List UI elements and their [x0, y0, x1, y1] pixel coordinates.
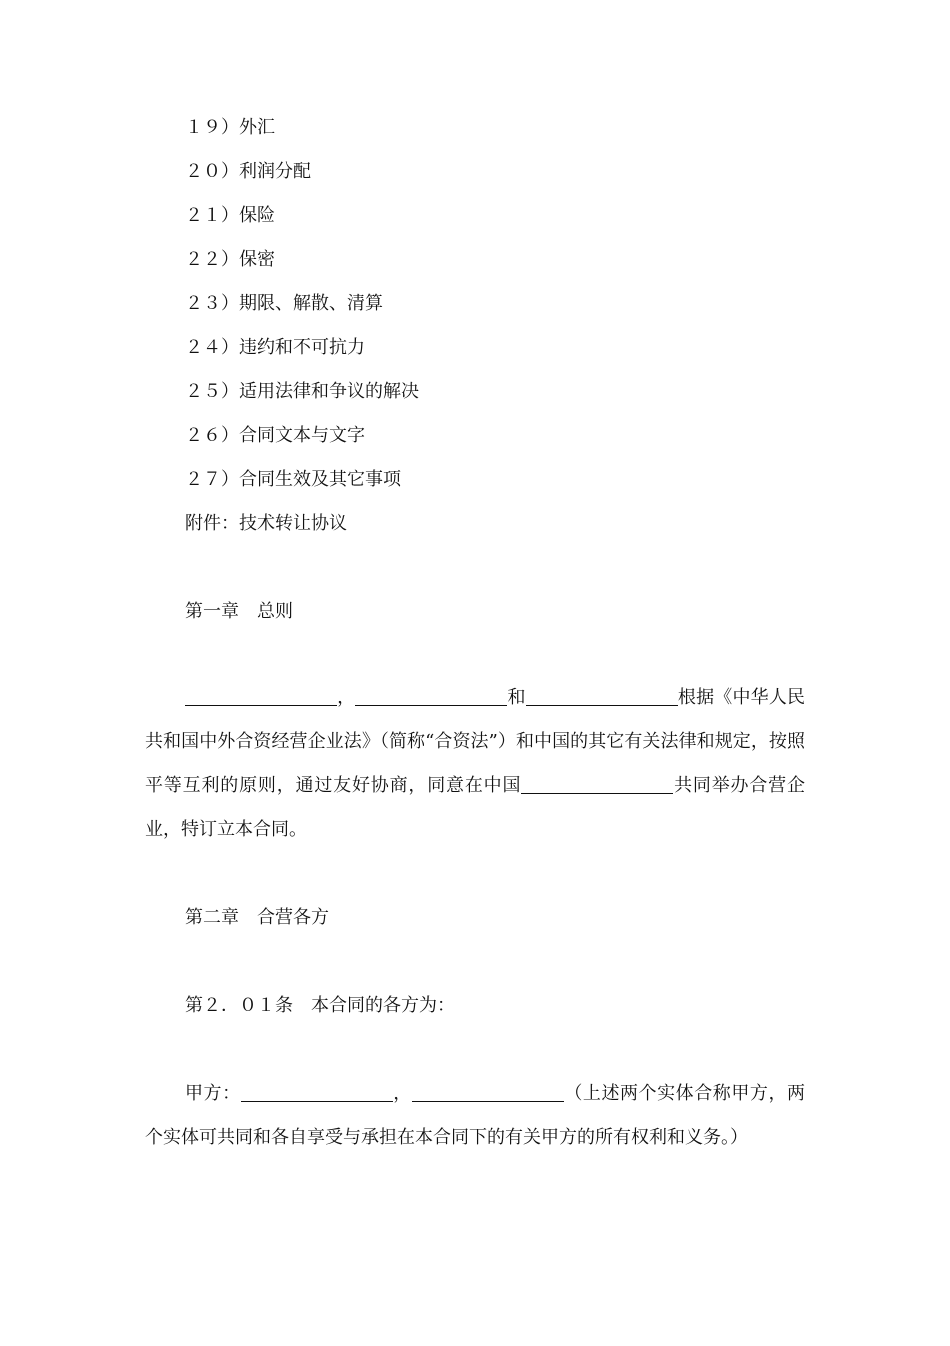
chapter-1-title: 第一章 总则	[185, 601, 293, 622]
toc-item-21: ２１）保险	[185, 205, 275, 226]
chapter-2-title: 第二章 合营各方	[185, 907, 329, 928]
party-a-text: （上述两个实体合称甲方，两个实体可共同和各自享受与承担在本合同下的有关甲方的所有权利和义务。）	[145, 1083, 806, 1148]
toc-item-20: ２０）利润分配	[185, 161, 311, 182]
toc-item-26: ２６）合同文本与文字	[185, 425, 365, 446]
separator-and: 和	[507, 687, 526, 708]
party-a-blank-1[interactable]	[241, 1083, 393, 1102]
party-blank-3[interactable]	[526, 687, 678, 706]
toc-item-24: ２４）违约和不可抗力	[185, 337, 365, 358]
toc-item-22: ２２）保密	[185, 249, 275, 270]
chapter-1-paragraph	[145, 676, 805, 852]
toc-item-25: ２５）适用法律和争议的解决	[185, 381, 419, 402]
separator-comma: ，	[337, 687, 356, 708]
toc-item-27: ２７）合同生效及其它事项	[185, 469, 401, 490]
article-2-01: 第２．０１条 本合同的各方为：	[185, 995, 455, 1016]
toc-item-19: １９）外汇	[185, 117, 275, 138]
paragraph-text-2: 共同举办合营企业，特订立本合同。	[145, 775, 806, 840]
location-blank[interactable]	[521, 775, 673, 794]
party-a-paragraph	[145, 1072, 805, 1160]
party-blank-1[interactable]	[185, 687, 337, 706]
party-a-label: 甲方：	[185, 1083, 241, 1104]
paragraph-text-1: 根据《中华人民共和国中外合资经营企业法》（简称“合资法”）和中国的其它有关法律和规定，按照平等互利的原则，通过友好协商，同意在中国	[145, 687, 806, 796]
party-a-blank-2[interactable]	[412, 1083, 564, 1102]
appendix-line: 附件：技术转让协议	[185, 513, 347, 534]
toc-item-23: ２３）期限、解散、清算	[185, 293, 383, 314]
party-a-comma: ，	[392, 1083, 412, 1104]
party-blank-2[interactable]	[355, 687, 507, 706]
